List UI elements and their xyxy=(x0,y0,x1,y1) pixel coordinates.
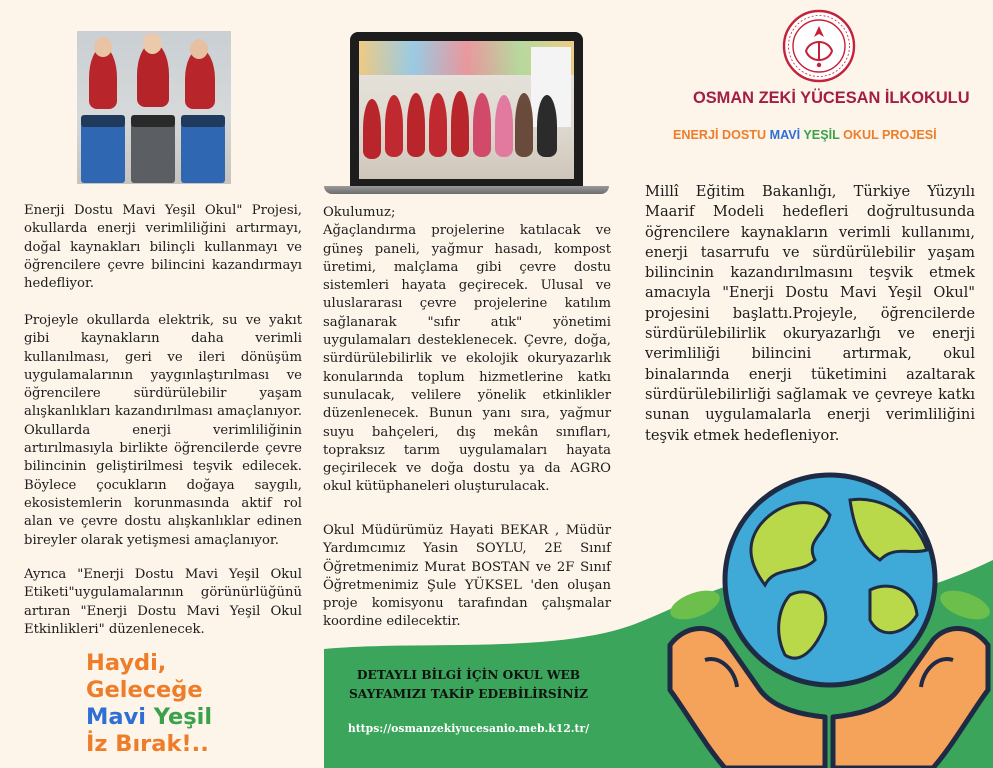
project-title xyxy=(673,128,937,142)
col3-paragraph-1: Millî Eğitim Bakanlığı, Türkiye Yüzyılı Maarif Modeli hedefleri doğrultusunda öğrencilere kaynakların verimli kullanımı, enerji tasarrufu ve sürdürülebilir yaşam bilincinin kazandırılmasını teşvik etmek amacıyla "Enerji Dostu Mavi Yeşil Okul" projesini başlattı.Projeyle, öğrencilerde sürdürülebilirlik okuryazarlığı ve enerji verimliliği bilincini artırmak, okul binalarında enerji tüketimini azaltarak sürdürülebilirliği sağlamak ve çevreye katkı sunan uygulamalarla enerji verimliliğini teşvik etmek hedefleniyor. xyxy=(645,183,975,444)
col1-paragraph-1: Enerji Dostu Mavi Yeşil Okul" Projesi, okullarda enerji verimliliğini artırmayı, doğal kaynakları bilinçli kullanmayı ve öğrencilere çevre bilincini kazandırmayı hedefliyor. xyxy=(24,203,302,292)
web-info-line-2: SAYFAMIZI TAKİP EDEBİLİRSİNİZ xyxy=(348,687,589,701)
col1-paragraph-3: Ayrıca "Enerji Dostu Mavi Yeşil Okul Etiketi"uygulamalarının görünürlüğünü artıran "Enerji Dostu Mavi Yeşil Okul Etkinlikleri" düzenlenecek. xyxy=(24,567,302,637)
col1-paragraph-2: Projeyle okullarda elektrik, su ve yakıt gibi kaynakların daha verimli kullanılması, geri ve ileri dönüşüm uygulamalarının yaygınlaştırılması ve öğrencilere sürdürülebilir yaşam alışkanlıkları kazandırılması amaçlanıyor. Okullarda enerji verimliliğinin artırılmasıyla birlikte öğrencilerde çevre bilincinin geliştirilmesi teşvik edilecek. Böylece çocukların doğaya saygılı, ekosistemlerin korunmasında aktif rol alan ve çevre dostu alışkanlıklar edinen bireyler olarak yetişmesi amaçlanıyor. xyxy=(24,313,302,548)
slogan-word-yesil: Yeşil xyxy=(153,704,213,730)
earth-in-hands-illustration xyxy=(665,455,993,768)
web-info-line-1: DETAYLI BİLGİ İÇİN OKUL WEB xyxy=(356,668,581,682)
slogan-line-2: Geleceğe xyxy=(86,677,203,703)
school-name: OSMAN ZEKİ YÜCESAN İLKOKULU xyxy=(693,89,970,107)
meb-logo-icon xyxy=(782,9,856,83)
slogan-line-1: Haydi, xyxy=(86,650,167,676)
slogan-word-mavi: Mavi xyxy=(86,704,146,730)
project-title-part-2: MAVİ xyxy=(769,128,804,142)
project-title-part-4: OKUL PROJESİ xyxy=(843,128,937,142)
project-title-part-3: YEŞİL xyxy=(803,128,844,142)
web-info-block xyxy=(326,666,611,704)
web-url-link[interactable]: https://osmanzekiyucesanio.meb.k12.tr/ xyxy=(347,722,590,735)
col2-paragraph-2: Okul Müdürümüz Hayati BEKAR , Müdür Yardımcımız Yasin SOYLU, 2E Sınıf Öğretmenimiz Murat BOSTAN ve 2F Sınıf Öğretmenimiz Şule YÜKSEL 'den oluşan proje komisyonu tarafından çalışmalar koordine edilecektir. xyxy=(323,523,611,630)
project-title-part-1: ENERJİ DOSTU xyxy=(673,128,770,142)
slogan-line-4: İz Bırak!.. xyxy=(86,731,209,757)
col2-paragraph-1: Okulumuz; Ağaçlandırma projelerine katılacak ve güneş paneli, yağmur hasadı, kompost üretimi, malçlama gibi çevre dostu sistemleri hayata geçirecek. Ulusal ve uluslararası çevre projelerine katılım sağlanarak "sıfır atık" yönetimi uygulamaları desteklenecek. Çevre, doğa, sürdürülebilirlik ve ekolojik okuryazarlık konularında toplum hizmetlerine katkı sunulacak, velilere yönelik etkinlikler düzenlenecek. Bunun yanı sıra, yağmur suyu bahçeleri, dış mekân sınıfları, topraksız tarım uygulamaları hayata geçirilecek ve doğa dostu ya da AGRO okul kütüphaneleri oluşturulacak. xyxy=(323,205,611,495)
